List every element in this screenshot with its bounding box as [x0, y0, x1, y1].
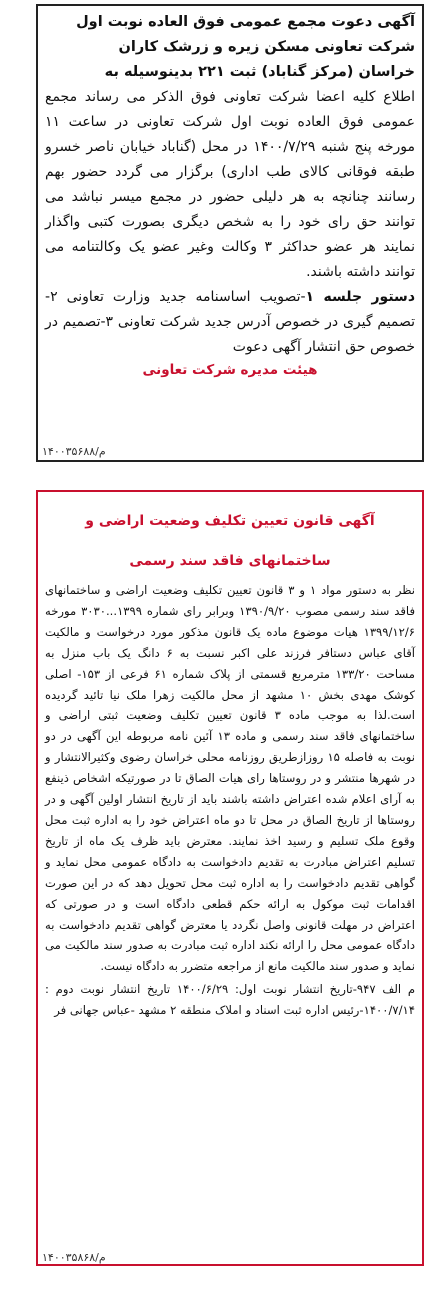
notice-signature: هیئت مدیره شرکت تعاونی	[142, 362, 318, 378]
land-notice-footer: م الف ۹۴۷-تاریخ انتشار نوبت اول: ۱۴۰۰/۶/۲۹ تاریخ انتشار نوبت دوم : ۱۴۰۰/۷/۱۴-رئیس اداره ثبت اسناد و املاک منطقه ۲ مشهد -عباس جهانی فر	[45, 982, 416, 1018]
notice-body: اطلاع کلیه اعضا شرکت تعاونی فوق الذکر می رساند مجمع عمومی فوق العاده نوبت اول شرکت تعاونی در ساعت ۱۱ مورخه پنج شنبه ۱۴۰۰/۷/۲۹ در محل (گناباد خیابان ناصر خسرو طبقه فوقانی کالای طب اداری) برگزار می گردد حضور بهم رسانند چنانچه به هر دلیلی حضور در مجمع میسر نباشد می توانند حق رای خود را به شخص دیگری بصورت کتبی واگذار نمایند هر عضو حداکثر ۳ وکالت وغیر عضو یک وکالتنامه می توانند داشته باشند.	[45, 89, 415, 280]
land-notice-body: نظر به دستور مواد ۱ و ۳ قانون تعیین تکلیف وضعیت اراضی و ساختمانهای فاقد سند رسمی مصوب ۱۳۹۰/۹/۲۰ وبرابر رای شماره ۱۳۹۹...۳۰۳۰ مورخه ۱۳۹۹/۱۲/۶ هیات موضوع ماده یک قانون مذکور مورد درخواست و مالکیت آقای عباس دستافر فرزند علی اکبر نسبت به ۶ دانگ یک باب منزل به مساحت ۱۳۳/۲۰ مترمربع قسمتی از پلاک شماره ۶۱ فرعی از ۱۵۳- اصلی کوشک مهدی بخش ۱۰ مشهد از محل مالکیت زهرا ملک نیا تائید گردیده است.لذا به موجب ماده ۳ قانون تعیین تکلیف وضعیت ثبتی اراضی و ساختمانهای فاقد سند رسمی و ماده ۱۳ آئین نامه مربوطه این آگهی در دو نوبت به فاصله ۱۵ روزازطریق روزنامه محلی خراسان رضوی وکثیرالانتشار و در شهرها منتشر و در روستاها رای هیات الصاق تا در صورتیکه اشخاص ذینفع به آرای اعلام شده اعتراض داشته باشند باید از تاریخ انتشار اولین آگهی و در روستاها از تاریخ الصاق در محل تا دو ماه اعتراض خود را به اداره ثبت محل وقوع ملک تسلیم و رسید اخذ نمایند. معترض باید ظرف یک ماه از تاریخ تسلیم اعتراض مبادرت به تقدیم دادخواست به دادگاه عمومی محل نماید و گواهی تقدیم دادخواست را به اداره ثبت محل تحویل دهد که در این صورت اقدامات ثبت موکول به ارائه حکم قطعی دادگاه است و در صورتی که اعتراض در مهلت قانونی واصل نگردد یا معترض گواهی تقدیم دادخواست به دادگاه عمومی محل را ارائه نکند اداره ثبت مبادرت به صدور سند مالکیت می نماید و صدور سند مالکیت مانع از مراجعه متضرر به دادگاه نیست.	[45, 583, 415, 974]
invitation-notice	[36, 4, 424, 462]
land-notice-title-line-2: ساختمانهای فاقد سند رسمی	[129, 553, 331, 569]
land-notice-title-line-1: آگهی قانون تعیین تکلیف وضعیت اراضی و	[85, 513, 375, 529]
land-status-notice	[36, 490, 424, 1266]
notice-heading-line-1: آگهی دعوت مجمع عمومی فوق العاده نوبت اول	[76, 14, 415, 30]
notice-code: ۱۴۰۰۳۵۶۸۸/م	[42, 445, 106, 458]
notice-heading-line-3: خراسان (مرکز گناباد) ثبت ۲۲۱ بدینوسیله به	[104, 64, 415, 80]
notice-heading-line-2: شرکت تعاونی مسکن زیره و زرشک کاران	[118, 39, 415, 55]
agenda-text: -تصویب اساسنامه جدید وزارت تعاونی ۲-تصمیم گیری در خصوص آدرس جدید شرکت تعاونی ۳-تصمیم در خصوص حق انتشار آگهی دعوت	[45, 289, 415, 355]
notice-agenda	[45, 285, 415, 360]
land-notice-code: ۱۴۰۰۳۵۸۶۸/م	[42, 1251, 106, 1264]
agenda-label: دستور جلسه ۱	[305, 289, 415, 305]
